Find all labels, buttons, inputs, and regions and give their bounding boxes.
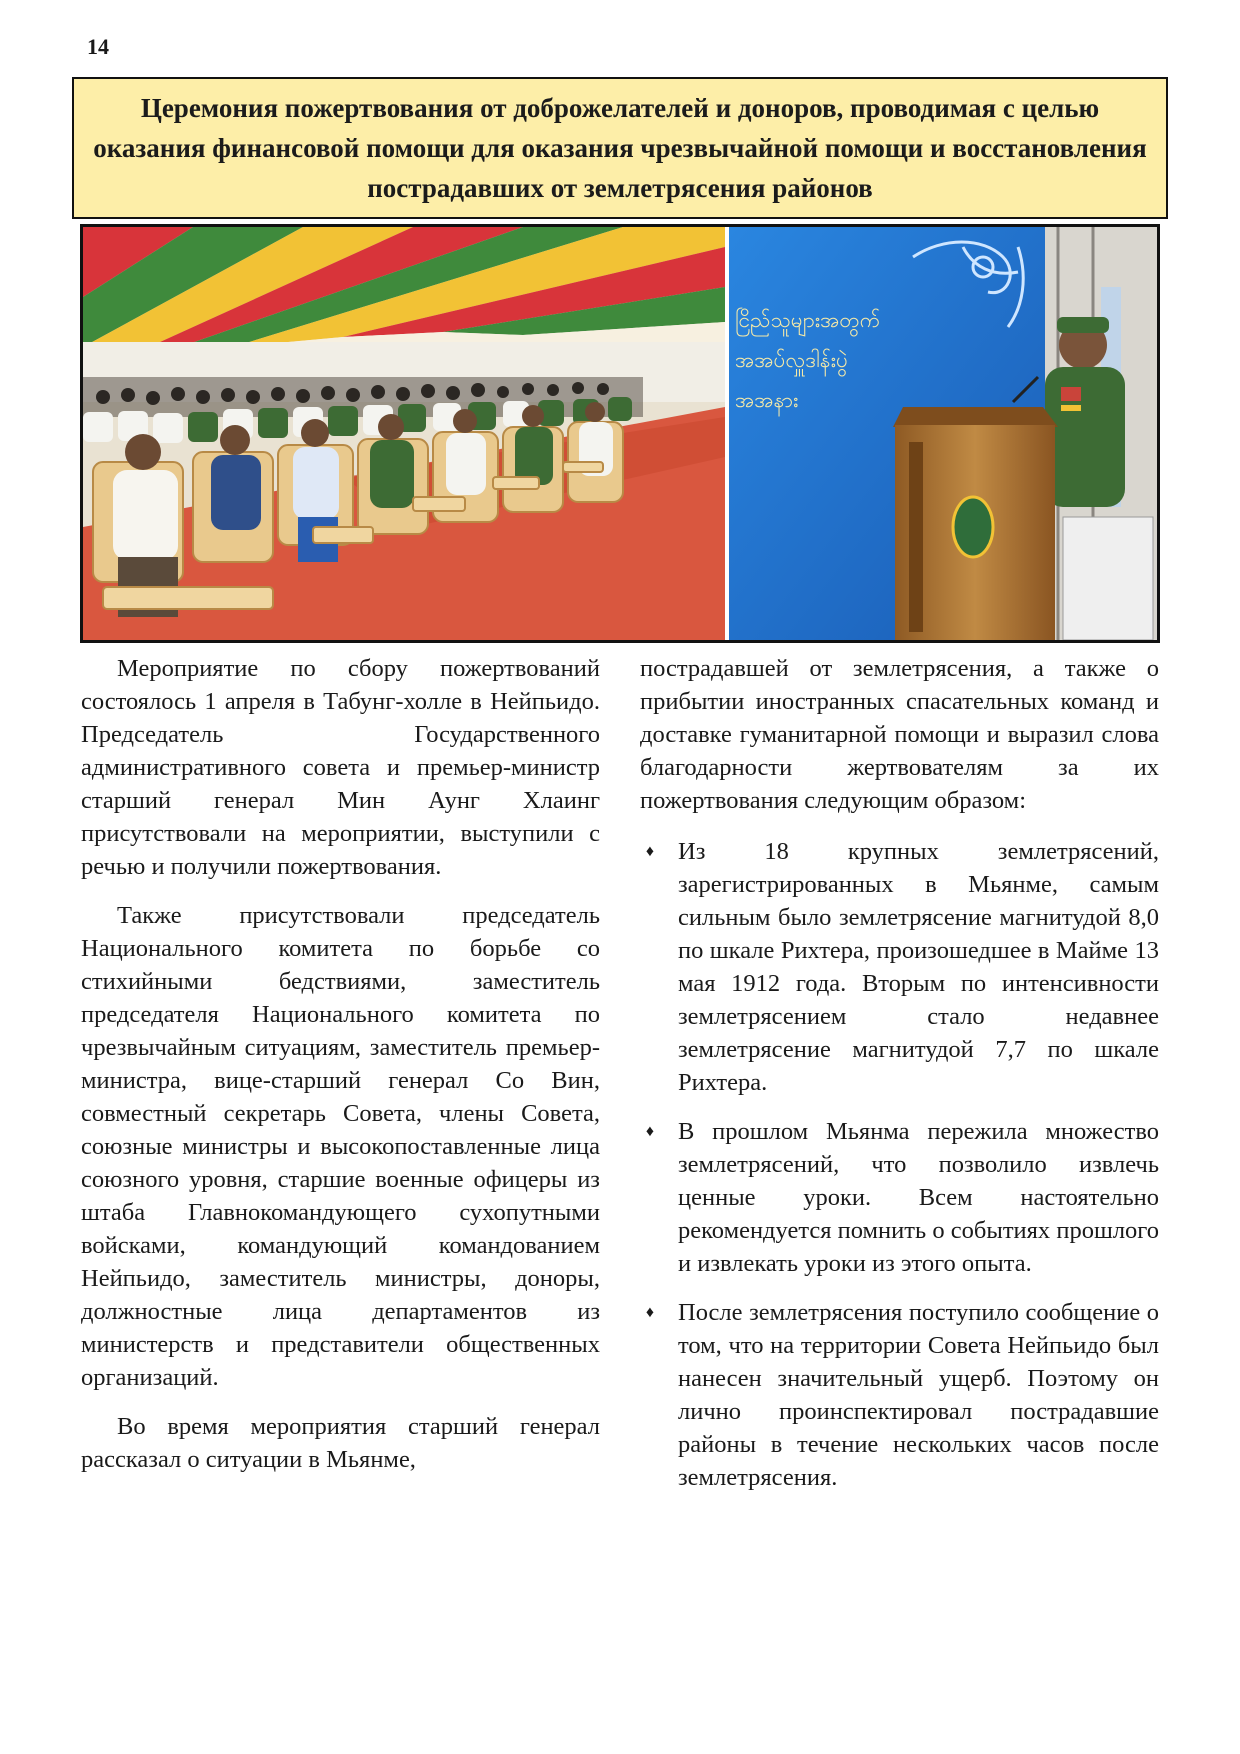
- list-item: [640, 835, 1159, 1099]
- list-item-text: Из 18 крупных землетрясений, зарегистрированных в Мьянме, самым сильным было землетрясение магнитудой 8,0 по шкале Рихтера, произошедшее в Майме 13 мая 1912 года. Вторым по интенсивности землетрясением стало недавнее землетрясение магнитудой 7,7 по шкале Рихтера.: [678, 838, 1159, 1096]
- banner-line-1: ငြိည်သူများအတွက်: [735, 308, 881, 332]
- page-number: 14: [87, 34, 109, 59]
- diamond-bullet-icon: ♦: [645, 1304, 655, 1321]
- diamond-bullet-icon: ♦: [645, 1123, 655, 1140]
- list-item: [640, 1296, 1159, 1494]
- emblem-icon: [953, 497, 993, 557]
- left-column: [81, 652, 600, 1492]
- banner-line-2: အအပ်လှူဒါန်းပွဲ: [735, 348, 848, 372]
- event-photo: [80, 224, 1160, 643]
- paragraph: Мероприятие по сбору пожертвований состоялось 1 апреля в Табунг-холле в Нейпьидо. Председатель Государственного административного совета и премьер-министр старший генерал Мин Аунг Хлаинг присутствовали на мероприятии, выступили с речью и получили пожертвования.: [81, 655, 600, 880]
- article-title: Церемония пожертвования от доброжелателей и доноров, проводимая с целью оказания финансовой помощи для оказания чрезвычайной помощи и восстановления пострадавших от землетрясения районов: [93, 93, 1147, 203]
- diamond-bullet-icon: ♦: [645, 843, 655, 860]
- event-photo-illustration: [83, 227, 1157, 640]
- title-box: [72, 77, 1168, 219]
- list-item: [640, 1115, 1159, 1280]
- right-column: [640, 652, 1159, 1510]
- banner-line-3: အအနား: [735, 388, 799, 412]
- speaker-photo: [729, 227, 1157, 640]
- bullet-list: [640, 835, 1159, 1494]
- paragraph: Во время мероприятия старший генерал рассказал о ситуации в Мьянме,: [81, 1413, 600, 1473]
- podium: [893, 407, 1058, 640]
- paragraph: пострадавшей от землетрясения, а также о прибытии иностранных спасательных команд и доставке гуманитарной помощи и выразил слова благодарности жертвователям за их пожертвования следующим образом:: [640, 655, 1159, 814]
- list-item-text: В прошлом Мьянма пережила множество землетрясений, что позволило извлечь ценные уроки. Всем настоятельно рекомендуется помнить о событиях прошлого и извлекать уроки из этого опыта.: [678, 1118, 1159, 1277]
- list-item-text: После землетрясения поступило сообщение о том, что на территории Совета Нейпьидо был нанесен значительный ущерб. Поэтому он лично проинспектировал пострадавшие районы в течение нескольких часов после землетрясения.: [678, 1299, 1159, 1491]
- audience-photo: [83, 227, 725, 640]
- paragraph: Также присутствовали председатель Национального комитета по борьбе со стихийными бедствиями, заместитель председателя Национального комитета по чрезвычайным ситуациям, заместитель премьер-министра, вице-старший генерал Со Вин, совместный секретарь Совета, члены Совета, союзные министры и высокопоставленные лица союзного уровня, старшие военные офицеры из штаба Главнокомандующего сухопутными войсками, командующий командованием Нейпьидо, заместитель министры, доноры, должностные лица департаментов из министерств и представители общественных организаций.: [81, 902, 600, 1391]
